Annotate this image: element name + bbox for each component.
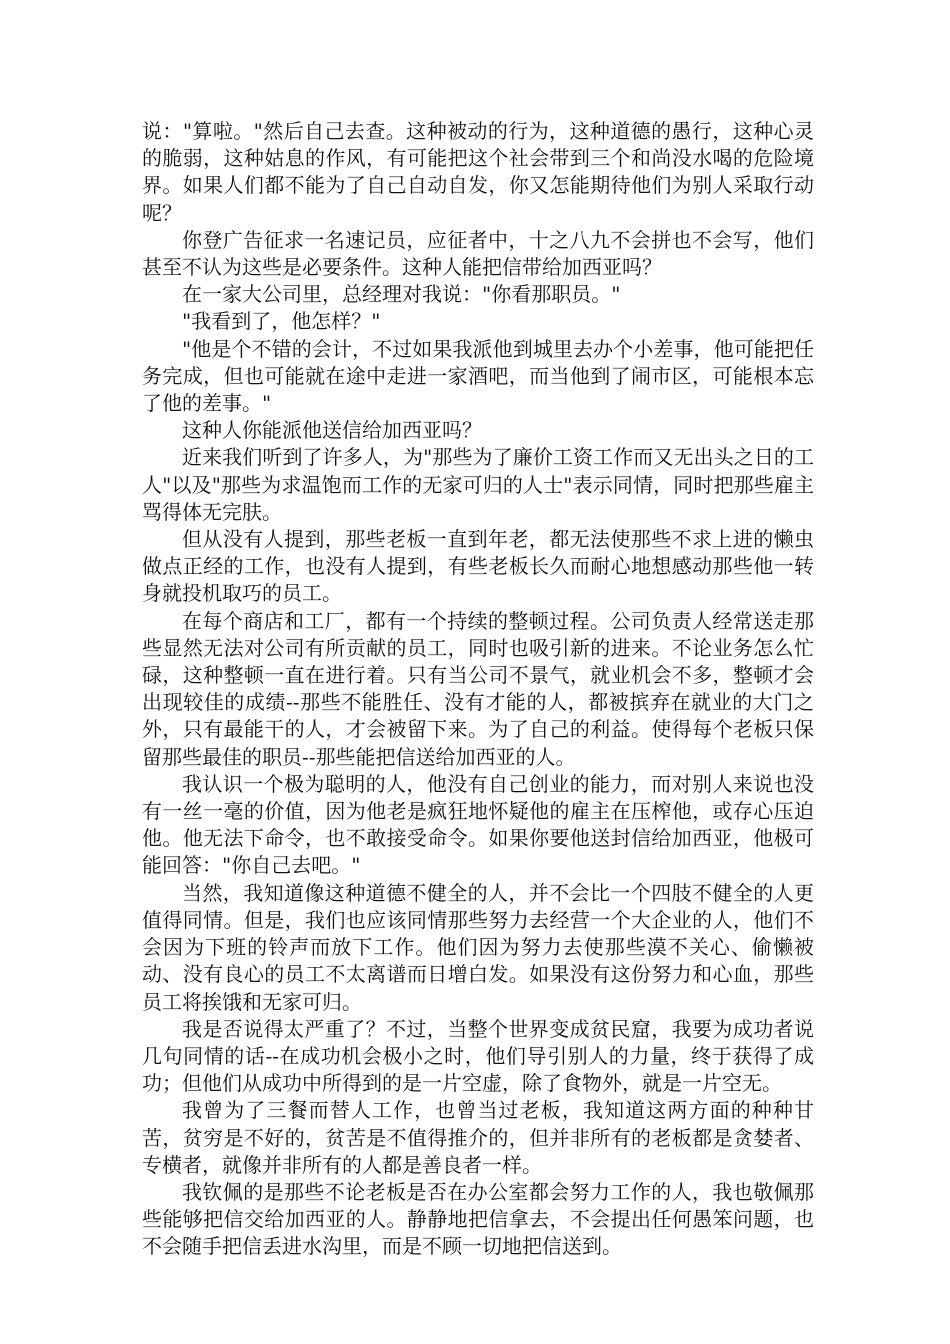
paragraph-10: 我认识一个极为聪明的人，他没有自己创业的能力，而对别人来说也没有一丝一毫的价值，因为他老是疯狂地怀疑他的雇主在压榨他，或存心压迫他。他无法下命令，也不敢接受命令。如果你要他送封信给加西亚，他极可能回答："你自己去吧。" <box>142 771 814 878</box>
paragraph-13: 我曾为了三餐而替人工作，也曾当过老板，我知道这两方面的种种甘苦，贫穷是不好的，贫苦是不值得推介的，但并非所有的老板都是贪婪者、专横者，就像并非所有的人都是善良者一样。 <box>142 1098 814 1177</box>
paragraph-3: 在一家大公司里，总经理对我说："你看那职员。" <box>182 282 621 307</box>
document-body <box>142 118 814 1261</box>
paragraph-6: 这种人你能派他送信给加西亚吗？ <box>182 418 482 443</box>
paragraph-7: 近来我们听到了许多人，为"那些为了廉价工资工作而又无出头之日的工人"以及"那些为求温饱而工作的无家可归的人士"表示同情，同时把那些雇主骂得体无完肤。 <box>142 445 814 524</box>
paragraph-12: 我是否说得太严重了？不过，当整个世界变成贫民窟，我要为成功者说几句同情的话--在成功机会极小之时，他们导引别人的力量，终于获得了成功；但他们从成功中所得到的是一片空虚，除了食物外，就是一片空无。 <box>142 1016 814 1096</box>
paragraph-4: "我看到了，他怎样？" <box>182 309 381 334</box>
paragraph-1: 说："算啦。"然后自己去查。这种被动的行为，这种道德的愚行，这种心灵的脆弱，这种姑息的作风，有可能把这个社会带到三个和尚没水喝的危险境界。如果人们都不能为了自己自动自发，你又怎能期待他们为别人采取行动呢？ <box>142 119 814 225</box>
paragraph-9: 在每个商店和工厂，都有一个持续的整顿过程。公司负责人经常送走那些显然无法对公司有所贡献的员工，同时也吸引新的进来。不论业务怎么忙碌，这种整顿一直在进行着。只有当公司不景气，就业机会不多，整顿才会出现较佳的成绩--那些不能胜任、没有才能的人，都被摈弃在就业的大门之外，只有最能干的人，才会被留下来。为了自己的利益。使得每个老板只保留那些最佳的职员--那些能把信送给加西亚的人。 <box>142 608 814 769</box>
paragraph-2: 你登广告征求一名速记员，应征者中，十之八九不会拼也不会写，他们甚至不认为这些是必要条件。这种人能把信带给加西亚吗？ <box>142 227 814 280</box>
paragraph-14: 我钦佩的是那些不论老板是否在办公室都会努力工作的人，我也敬佩那些能够把信交给加西亚的人。静静地把信拿去，不会提出任何愚笨问题，也不会随手把信丢进水沟里，而是不顾一切地把信送到。 <box>142 1179 814 1259</box>
paragraph-8: 但从没有人提到，那些老板一直到年老，都无法使那些不求上进的懒虫做点正经的工作，也没有人提到，有些老板长久而耐心地想感动那些他一转身就投机取巧的员工。 <box>142 527 814 606</box>
paragraph-11: 当然，我知道像这种道德不健全的人，并不会比一个四肢不健全的人更值得同情。但是，我们也应该同情那些努力去经营一个大企业的人，他们不会因为下班的铃声而放下工作。他们因为努力去使那些漠不关心、偷懒被动、没有良心的员工不太离谱而日增白发。如果没有这份努力和心血，那些员工将挨饿和无家可归。 <box>142 880 814 1014</box>
paragraph-5: "他是个不错的会计，不过如果我派他到城里去办个小差事，他可能把任务完成，但也可能就在途中走进一家酒吧，而当他到了闹市区，可能根本忘了他的差事。" <box>142 336 814 416</box>
